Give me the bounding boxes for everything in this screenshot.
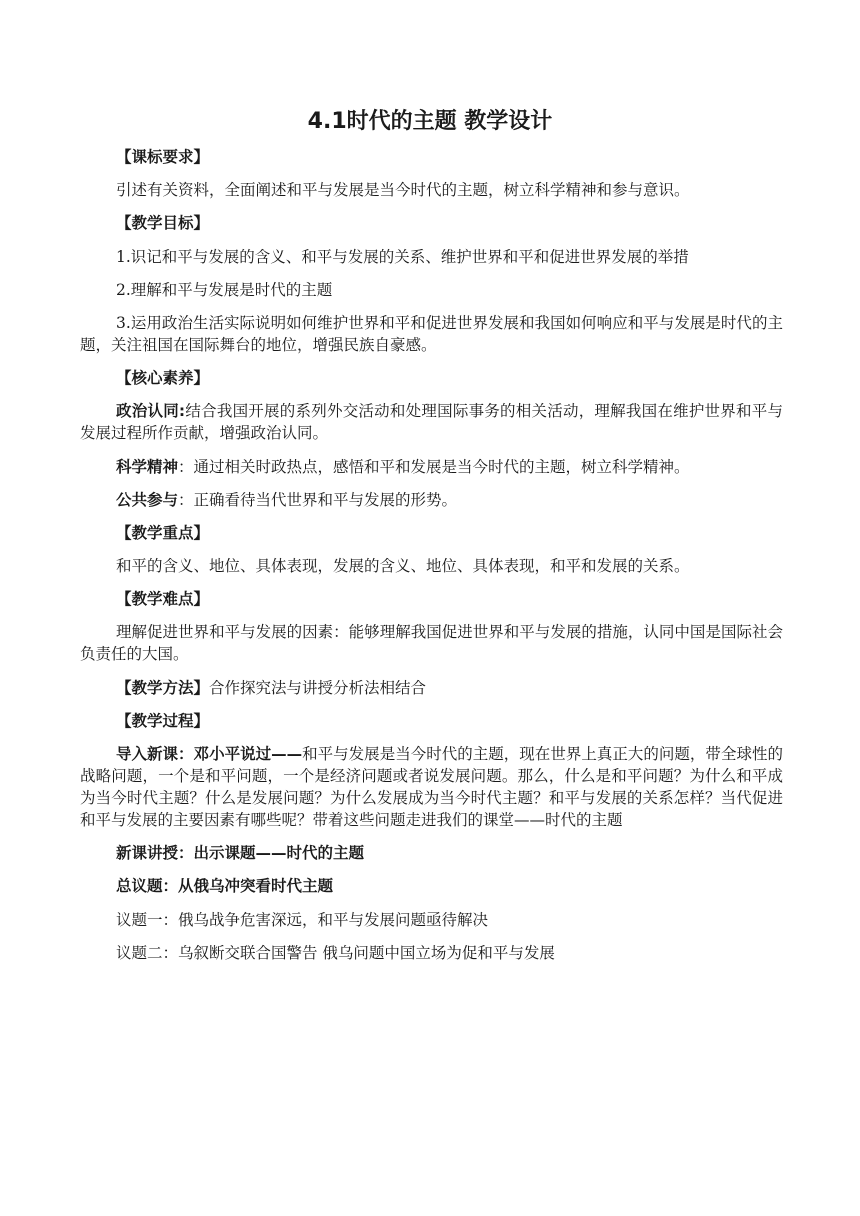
methods-heading: 【教学方法】 [116,678,210,697]
process-intro [80,743,783,831]
competency-public-text: ：正确看待当代世界和平与发展的形势。 [178,490,458,509]
competency-political [80,400,783,444]
difficulties-heading: 【教学难点】 [116,590,210,609]
page-title: 4.1时代的主题 教学设计 [307,109,553,134]
competency-science [80,456,783,478]
curriculum-heading: 【课标要求】 [116,148,210,166]
process-new-lesson: 新课讲授：出示课题——时代的主题 [116,844,365,863]
methods-text: 合作探究法与讲授分析法相结合 [209,678,427,697]
process-topic-1: 议题一：俄乌战争危害深远，和平与发展问题亟待解决 [116,910,489,929]
competency-science-label: 科学精神 [116,457,179,476]
methods-line [80,677,783,699]
key-points-heading: 【教学重点】 [116,523,210,542]
competency-political-label: 政治认同: [116,402,186,421]
process-intro-label: 导入新课：邓小平说过—— [116,745,303,763]
process-topic-2: 议题二：乌叙断交联合国警告 俄乌问题中国立场为促和平与发展 [116,943,555,962]
competency-public [80,489,783,511]
competency-public-label: 公共参与 [116,490,179,509]
objective-item-2: 2.理解和平与发展是时代的主题 [116,280,333,299]
difficulties-text: 理解促进世界和平与发展的因素：能够理解我国促进世界和平与发展的措施，认同中国是国际社会负责任的大国。 [80,623,783,664]
competency-science-text: ：通过相关时政热点，感悟和平和发展是当今时代的主题，树立科学精神。 [178,457,690,476]
competencies-heading: 【核心素养】 [116,369,210,388]
objective-item-3: 3.运用政治生活实际说明如何维护世界和平和促进世界发展和我国如何响应和平与发展是时代的主题，关注祖国在国际舞台的地位，增强民族自豪感。 [80,313,783,354]
curriculum-text: 引述有关资料，全面阐述和平与发展是当今时代的主题，树立科学精神和参与意识。 [116,181,690,200]
process-main-topic: 总议题：从俄乌冲突看时代主题 [116,877,334,896]
process-intro-text: 和平与发展是当今时代的主题，现在世界上真正大的问题，带全球性的战略问题，一个是和平问题，一个是经济问题或者说发展问题。那么，什么是和平问题？为什么和平成为当今时代主题？什么是发展问题？为什么发展成为当今时代主题？和平与发展的关系怎样？当代促进和平与发展的主要因素有哪些呢？带着这些问题走进我们的课堂——时代的主题 [80,745,783,829]
key-points-text: 和平的含义、地位、具体表现，发展的含义、地位、具体表现，和平和发展的关系。 [116,557,690,576]
process-heading: 【教学过程】 [116,711,210,730]
competency-political-text: 结合我国开展的系列外交活动和处理国际事务的相关活动，理解我国在维护世界和平与发展过程所作贡献，增强政治认同。 [80,402,783,443]
objective-item-1: 1.识记和平与发展的含义、和平与发展的关系、维护世界和平和促进世界发展的举措 [116,247,689,266]
document-body [80,146,783,975]
objectives-heading: 【教学目标】 [116,214,210,233]
